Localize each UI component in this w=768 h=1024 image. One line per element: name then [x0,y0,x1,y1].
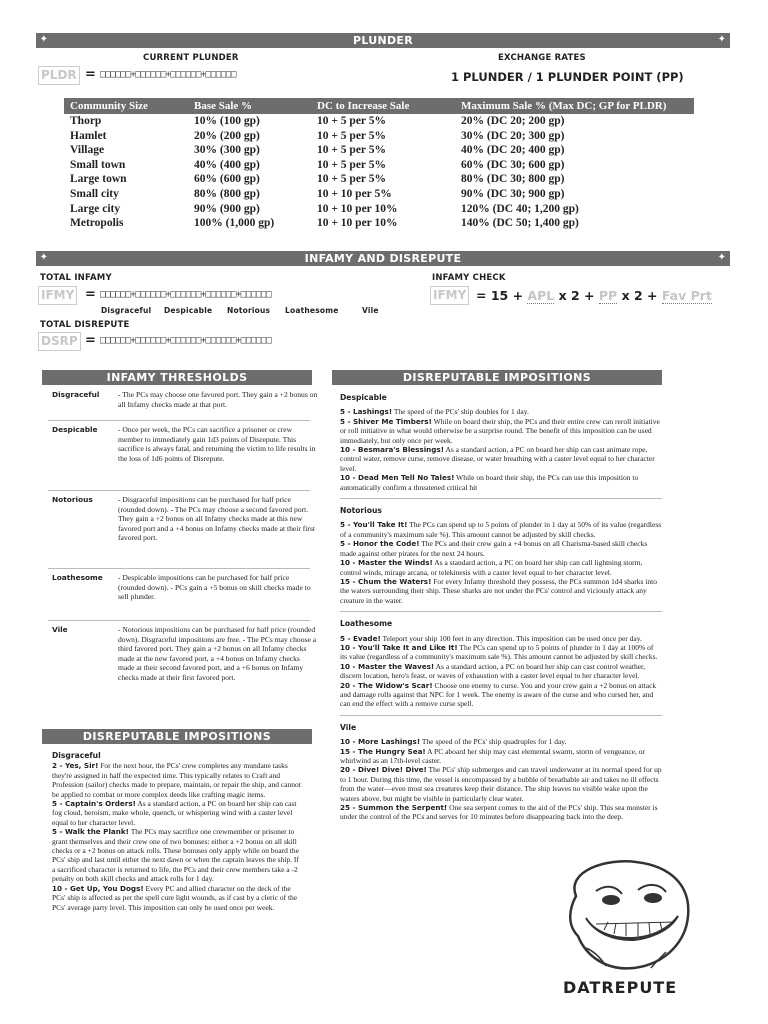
arrow-right-icon: ✦ [717,34,727,45]
imposition-entry [340,634,662,643]
sale-cell: 10 + 5 per 5% [317,173,386,186]
sale-row [64,114,694,129]
imposition-group [340,619,662,716]
disrepute-equals: = [85,333,96,348]
imposition-entry [52,761,302,799]
imposition-title: 20 - The Widow's Scar! [340,680,433,690]
threshold-desc: - Despicable impositions can be purchased for half price (rounded down). - PCs gain a +5 bonus on skill checks made to sell plunder. [118,573,311,602]
arrow-left-icon: ✦ [39,34,49,45]
imposition-text: While on board their ship, the PCs can use this imposition to automatically confirm a threatened critical hit [340,473,639,492]
infamy-check-label: INFAMY CHECK [432,273,506,283]
current-plunder-label: CURRENT PLUNDER [143,53,239,63]
thresholds-banner [42,370,312,385]
sale-cell: 10 + 5 per 5% [317,115,386,127]
imposition-title: 10 - Besmara's Blessings! [340,445,444,455]
imposition-text: As a standard action, a PC on board her ship can cast animate rope, control water, remove curse, remove disease, or water breathing with a caster level equal to her character level. [340,445,655,473]
sale-cell: 90% (DC 30; 900 gp) [461,187,565,200]
sale-cell: 20% (DC 20; 200 gp) [461,115,565,127]
right-impositions-list [340,393,662,835]
divider [48,420,310,421]
infamy-check-formula [476,288,712,303]
imposition-title: 10 - You'll Take It and Like It! [340,642,458,652]
sale-cell: 140% (DC 50; 1,400 gp) [461,217,579,230]
imposition-text: The PCs' ship submerges and can travel underwater at its normal speed for up to 1 hour. During this time, the vessel is encompassed by a bubble of breathable air and takes no ill effects from the water—even most sea creatures keep their distance. The ship leaves no visible wake upon the waters above, but might be visible in particularly clear water. [340,765,662,803]
imposition-text: The speed of the PCs' ship doubles for 1 day. [392,407,529,417]
imposition-title: 5 - Shiver Me Timbers! [340,416,432,426]
sale-cell: 10 + 10 per 10% [317,217,398,230]
sale-cell: Metropolis [70,217,124,230]
sale-row [64,172,694,187]
imposition-title: 5 - Honor the Code! [340,539,420,549]
apl-field[interactable]: APL [527,288,555,303]
imposition-text: For every Infamy threshold they possess, the PCs summon 1d4 sharks into the waters surrounding their ship. These sharks are not under the PCs' control and viciously attack any creature in the water. [340,576,657,605]
trollface-icon [556,856,696,974]
imposition-group [340,393,662,499]
infamy-tally-boxes[interactable]: □□□□□□+□□□□□□+□□□□□□+□□□□□□+□□□□□□ [100,289,271,300]
imposition-tier: Despicable [340,393,387,402]
check-times-2: x 2 + [621,288,658,303]
imposition-entry [340,765,662,803]
imposition-title: 10 - Master the Winds! [340,558,433,568]
sale-table-body [64,114,694,231]
imposition-text: Teleport your ship 100 feet in any direction. This imposition can be used once per day. [380,633,642,643]
exchange-rates-label: EXCHANGE RATES [498,53,586,63]
imposition-title: 10 - Get Up, You Dogs! [52,883,144,893]
sale-cell: 120% (DC 40; 1,200 gp) [461,202,579,215]
sale-row [64,187,694,202]
sale-cell: 40% (400 gp) [194,158,260,171]
sale-row [64,158,694,173]
imposition-tier: Disgraceful [52,751,101,760]
imposition-text: One sea serpent comes to the aid of the PCs' ship. This sea monster is under the control of the PCs and serves for 10 minutes before disappearing back into the deep. [340,803,658,822]
imposition-text: The PCs and their crew gain a +4 bonus on all Charisma-based skill checks made against other pirates for the next 24 hours. [340,539,648,558]
imposition-text: The PCs may sacrifice one crewmember or prisoner to grant themselves and their crew one of two bonuses: either a +2 bonus on all skill checks or a +2 bonus on attack rolls. These bonuses only apply while on board the PCs' ship and last until either the next dawn or when the captain leaves the ship. If a sacrificed character is returned to life, the PCs and their crew members take a -2 penalty on both skill checks and attack rolls for 1 day. [52,827,299,884]
infamy-banner-title: INFAMY AND DISREPUTE [304,252,462,265]
divider [48,620,310,621]
fav-port-field[interactable]: Fav Prt [661,288,712,303]
sale-col-header: DC to Increase Sale [311,98,455,114]
threshold-name: Loathesome [52,573,103,582]
sale-cell: 60% (DC 30; 600 gp) [461,158,565,171]
imposition-title: 25 - Summon the Serpent! [340,803,448,813]
imposition-entry [340,473,662,492]
plunder-banner-title: PLUNDER [352,34,414,47]
imposition-text: The speed of the PCs' ship quadruples for 1 day. [420,737,567,747]
imposition-text: As a standard action, a PC on board her ship can cast fog cloud, heroism, make whole, quench, or whispering wind with a caster level equal to her character level. [52,799,297,827]
imposition-text: As a standard action, a PC on board her ship can cast control weather, discern location, hero's feast, or waves of exhaustion with a caster level equal to her character level. [340,661,646,681]
infamy-tier-label: Vile [362,306,379,315]
imposition-entry [340,803,662,822]
infamy-banner [36,251,730,266]
infamy-tier-label: Loathesome [285,306,339,315]
sale-cell: 20% (200 gp) [194,129,260,142]
sale-table-header [64,98,694,114]
sale-cell: Small city [70,187,119,200]
imposition-title: 5 - Evade! [340,633,381,643]
imposition-entry [340,558,662,577]
sale-table [64,98,694,231]
left-impositions-banner-title: DISREPUTABLE IMPOSITIONS [82,730,272,743]
imposition-title: 15 - Chum the Waters! [340,576,432,586]
threshold-name: Despicable [52,425,98,434]
imposition-text: As a standard action, a PC on board her ship can call lightning storm, control winds, mirage arcana, or telekinesis with a caster level equal to her character level. [340,558,643,577]
threshold-desc: - Notorious impositions can be purchased for half price (rounded down). Disgraceful impositions are free. - The PCs may choose a third favored port. They gain a +2 bonus on all Infamy checks made at the new favored port, a +4 bonus on Infamy checks made at their second favored port, and a +6 bonus on Infamy checks made at their first favored port. [118,625,317,682]
sale-cell: Small town [70,158,126,171]
plunder-banner [36,33,730,48]
sale-col-header: Community Size [64,98,188,114]
total-disrepute-label: TOTAL DISREPUTE [40,320,130,330]
sale-cell: 100% (1,000 gp) [194,217,275,230]
imposition-text: Every PC and allied character on the deck of the PCs' ship is affected as per the spell cure light wounds, as if cast by a cleric of the PCs' average party level. This imposition can only be used once per week. [52,883,298,912]
threshold-name: Notorious [52,495,93,504]
sale-cell: 80% (800 gp) [194,187,260,200]
infamy-equals: = [85,287,96,302]
sale-row [64,216,694,231]
sale-cell: 10% (100 gp) [194,115,260,127]
left-impositions-list [52,751,302,912]
imposition-entry [340,520,662,539]
imposition-entry [52,884,302,912]
sale-cell: Hamlet [70,129,107,142]
sale-row [64,143,694,158]
infamy-tier-label: Notorious [227,306,271,315]
imposition-entry [340,643,662,662]
plunder-tally-boxes[interactable]: □□□□□□+□□□□□□+□□□□□□+□□□□□□ [100,69,236,80]
imposition-text: A PC aboard her ship may cast elemental swarm, storm of vengeance, or whirlwind as an 17th-level caster. [340,746,646,765]
imposition-entry [340,539,662,558]
imposition-title: 15 - The Hungry Sea! [340,746,426,756]
disrepute-symbol: DSRP [38,332,81,351]
imposition-title: 5 - Walk the Plank! [52,827,129,837]
imposition-title: 10 - Dead Men Tell No Tales! [340,473,455,483]
imposition-title: 20 - Dive! Dive! Dive! [340,765,427,775]
threshold-desc: - The PCs may choose one favored port. They gain a +2 bonus on all Infamy checks made at that port. [118,390,318,409]
infamy-check-symbol: IFMY [430,286,469,305]
imposition-title: 2 - Yes, Sir! [52,761,99,771]
disrepute-tally-boxes[interactable]: □□□□□□+□□□□□□+□□□□□□+□□□□□□+□□□□□□ [100,335,271,346]
sale-row [64,129,694,144]
divider [48,490,310,491]
sale-cell: Large city [70,202,121,215]
threshold-name: Disgraceful [52,390,100,399]
sale-cell: Large town [70,173,127,186]
right-impositions-banner [332,370,662,385]
imposition-tier: Loathesome [340,619,393,629]
imposition-text: The PCs can spend up to 5 points of plunder in 1 day at 100% of its value (regardless of a community's maximum sale %). This amount cannot be adjusted by skill checks. [340,642,658,662]
imposition-tier: Vile [340,722,357,732]
logo-text: DATREPUTE [563,978,678,997]
sale-cell: 40% (DC 20; 400 gp) [461,144,565,157]
threshold-desc: - Once per week, the PCs can sacrifice a prisoner or crew member to immediately gain 1d3 points of Disrepute. This sacrifice is always fatal, and returning the victim to life results in the loss of 1d6 points of Disrepute. [118,425,316,463]
pp-field[interactable]: PP [598,288,618,303]
sale-row [64,202,694,217]
sale-cell: 10 + 5 per 5% [317,129,386,142]
imposition-entry [340,577,662,605]
threshold-name: Vile [52,625,68,634]
imposition-entry [340,662,662,681]
imposition-text: Choose one enemy to curse. You and your crew gain a +2 bonus on attack and damage rolls against that NPC for 1 week. The enemy is aware of the curse and who cursed her, and can end the effect with a remove curse spell. [340,680,657,709]
plunder-symbol: PLDR [38,66,80,85]
imposition-entry [340,445,662,473]
arrow-right-icon: ✦ [717,252,727,263]
sale-col-header: Maximum Sale % (Max DC; GP for PLDR) [455,98,694,114]
sale-cell: 90% (900 gp) [194,202,260,215]
infamy-tier-label: Despicable [164,306,213,315]
sale-cell: 10 + 10 per 5% [317,187,392,200]
check-times-1: x 2 + [558,288,595,303]
total-infamy-label: TOTAL INFAMY [40,273,112,283]
imposition-text: The PCs can spend up to 5 points of plunder in 1 day at 50% of its value (regardless of a community's maximum sale %). This amount cannot be adjusted by skill checks. [340,520,662,539]
sale-col-header: Base Sale % [188,98,311,114]
imposition-entry [52,827,302,883]
sale-cell: Village [70,144,105,157]
infamy-symbol: IFMY [38,286,77,305]
sale-cell: 10 + 5 per 5% [317,158,386,171]
left-impositions-banner [42,729,312,744]
check-equals: = 15 + [476,288,524,303]
sale-cell: 60% (600 gp) [194,173,260,186]
imposition-text: While on board their ship, the PCs and their entire crew can reroll initiative or roll initiative in what would otherwise be a surprise round. The benefit of this imposition can be used immediately, but only once per week. [340,416,660,445]
sale-cell: 10 + 10 per 10% [317,202,398,215]
sale-cell: 80% (DC 30; 800 gp) [461,173,565,186]
imposition-tier: Notorious [340,506,382,516]
threshold-desc: - Disgraceful impositions can be purchased for half price (rounded down). - The PCs may choose a second favored port. They gain a +2 bonus on all Infamy checks made at this new favored port and a +4 bonus on Infamy checks made at their first favored port. [118,495,316,543]
imposition-entry [340,737,662,746]
imposition-entry [340,417,662,445]
exchange-rate-value: 1 PLUNDER / 1 PLUNDER POINT (PP) [451,70,684,84]
imposition-group [340,506,662,612]
infamy-tier-label: Disgraceful [101,306,152,315]
imposition-group [340,723,662,828]
imposition-title: 10 - Master the Waves! [340,661,435,671]
imposition-text: For the next hour, the PCs' crew completes any mundane tasks they're assigned in half the expected time. This typically relates to Craft and Profession (sailor) checks made to prepare, maintain, or repair the ship, and cannot be applied to combat or more complex deeds like crafting magic items. [52,761,301,799]
imposition-title: 10 - More Lashings! [340,737,421,747]
imposition-title: 5 - Lashings! [340,407,393,417]
sale-cell: 30% (300 gp) [194,144,260,157]
imposition-entry [340,407,662,416]
arrow-left-icon: ✦ [39,252,49,263]
right-impositions-banner-title: DISREPUTABLE IMPOSITIONS [402,371,592,384]
sale-cell: 30% (DC 20; 300 gp) [461,129,565,142]
imposition-title: 5 - Captain's Orders! [52,799,136,809]
sale-cell: Thorp [70,115,102,127]
thresholds-banner-title: INFAMY THRESHOLDS [106,371,248,384]
divider [48,568,310,569]
imposition-entry [52,799,302,827]
sale-cell: 10 + 5 per 5% [317,144,386,157]
imposition-title: 5 - You'll Take It! [340,520,408,530]
plunder-equals: = [85,67,96,82]
imposition-entry [340,747,662,766]
imposition-entry [340,681,662,709]
